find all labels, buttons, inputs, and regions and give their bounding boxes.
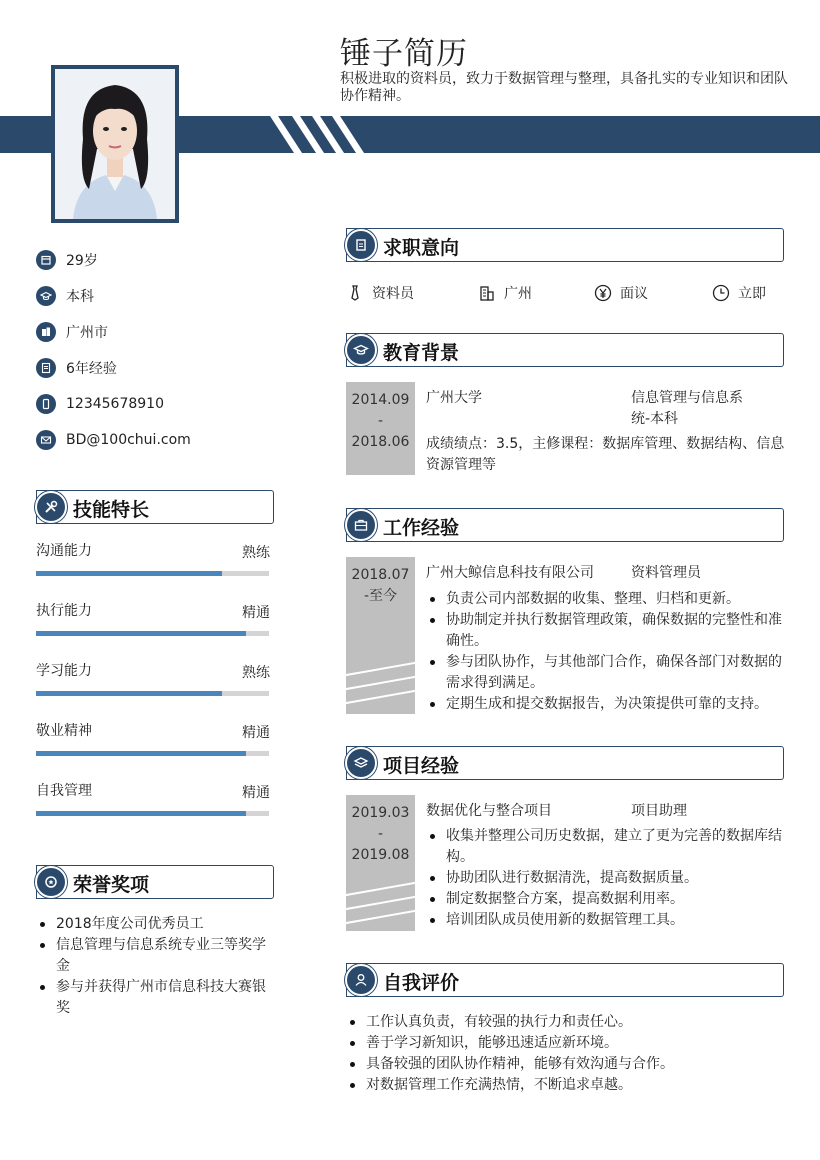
list-item: 善于学习新知识，能够迅速适应新环境。 bbox=[346, 1033, 786, 1054]
briefcase-icon bbox=[345, 509, 377, 541]
section-header-project bbox=[346, 746, 784, 780]
skill-level: 精通 bbox=[242, 785, 270, 801]
resume-title: 锤子简历 bbox=[340, 36, 468, 72]
medal-icon bbox=[35, 866, 67, 898]
section-title: 自我评价 bbox=[383, 972, 460, 994]
skill-progress-fill bbox=[36, 571, 222, 576]
yuan-icon bbox=[594, 284, 612, 302]
document-icon bbox=[36, 358, 56, 378]
intent-start-text: 立即 bbox=[738, 286, 766, 302]
project-role: 项目助理 bbox=[631, 803, 687, 819]
decor-line bbox=[346, 878, 415, 897]
list-item: 定期生成和提交数据报告，为决策提供可靠的支持。 bbox=[426, 694, 786, 715]
city-text: 广州市 bbox=[66, 325, 108, 341]
section-title: 技能特长 bbox=[73, 499, 150, 521]
education-date-box bbox=[346, 382, 415, 475]
info-experience bbox=[36, 357, 117, 379]
skill-progress-fill bbox=[36, 691, 222, 696]
age-text: 29岁 bbox=[66, 253, 98, 269]
list-item: 负责公司内部数据的收集、整理、归档和更新。 bbox=[426, 589, 786, 610]
decor-line bbox=[346, 658, 415, 677]
date-end: 2018.06 bbox=[351, 434, 410, 450]
section-title: 求职意向 bbox=[383, 237, 460, 259]
intent-city-text: 广州 bbox=[504, 286, 532, 302]
list-item: 制定数据整合方案，提高数据利用率。 bbox=[426, 889, 786, 910]
email-icon bbox=[36, 430, 56, 450]
graduation-cap-icon bbox=[345, 334, 377, 366]
experience-text: 6年经验 bbox=[66, 361, 117, 377]
skill-name: 学习能力 bbox=[36, 663, 92, 679]
work-date-box bbox=[346, 557, 415, 714]
list-item: 具备较强的团队协作精神，能够有效沟通与合作。 bbox=[346, 1054, 786, 1075]
section-title: 工作经验 bbox=[383, 517, 460, 539]
section-title: 教育背景 bbox=[383, 342, 460, 364]
date-start: 2019.03 bbox=[351, 805, 410, 821]
list-item: 对数据管理工作充满热情，不断追求卓越。 bbox=[346, 1075, 786, 1096]
work-duties-list bbox=[426, 589, 786, 715]
section-header-work bbox=[346, 508, 784, 542]
skill-level: 熟练 bbox=[242, 545, 270, 561]
intent-city bbox=[478, 283, 532, 303]
skill-name: 沟通能力 bbox=[36, 543, 92, 559]
section-header-self bbox=[346, 963, 784, 997]
info-email bbox=[36, 429, 191, 451]
phone-icon bbox=[36, 394, 56, 414]
skill-name: 自我管理 bbox=[36, 783, 92, 799]
list-item: 参与团队协作，与其他部门合作，确保各部门对数据的需求得到满足。 bbox=[426, 652, 786, 694]
section-title: 项目经验 bbox=[383, 755, 460, 777]
education-detail: 成绩绩点：3.5，主修课程：数据库管理、数据结构、信息资源管理等 bbox=[426, 436, 785, 473]
info-education bbox=[36, 285, 94, 307]
profile-photo bbox=[51, 65, 179, 223]
intent-start bbox=[712, 283, 766, 303]
decor-line bbox=[346, 672, 415, 691]
honors-list bbox=[36, 914, 274, 1019]
intent-salary-text: 面议 bbox=[620, 286, 648, 302]
skill-progress-bar bbox=[36, 691, 269, 696]
tie-icon bbox=[346, 284, 364, 302]
decor-line bbox=[346, 892, 415, 911]
section-header-education bbox=[346, 333, 784, 367]
info-city bbox=[36, 321, 108, 343]
work-company: 广州大鲸信息科技有限公司 bbox=[426, 565, 594, 581]
work-role: 资料管理员 bbox=[631, 565, 701, 581]
skill-level: 熟练 bbox=[242, 665, 270, 681]
info-age bbox=[36, 249, 98, 271]
section-header-skills bbox=[36, 490, 274, 524]
list-item: 协助制定并执行数据管理政策，确保数据的完整性和准确性。 bbox=[426, 610, 786, 652]
calendar-icon bbox=[36, 250, 56, 270]
skill-progress-fill bbox=[36, 811, 246, 816]
clipboard-icon bbox=[345, 229, 377, 261]
education-school: 广州大学 bbox=[426, 390, 482, 406]
section-title: 荣誉奖项 bbox=[73, 874, 150, 896]
tools-icon bbox=[35, 491, 67, 523]
building-icon bbox=[36, 322, 56, 342]
clock-icon bbox=[712, 284, 730, 302]
education-text: 本科 bbox=[66, 289, 94, 305]
project-name: 数据优化与整合项目 bbox=[426, 803, 552, 819]
project-tasks-list bbox=[426, 826, 786, 931]
date-separator: - bbox=[377, 826, 384, 842]
skill-name: 执行能力 bbox=[36, 603, 92, 619]
date-end: 2019.08 bbox=[351, 847, 410, 863]
decor-line bbox=[346, 906, 415, 925]
skill-level: 精通 bbox=[242, 725, 270, 741]
skill-progress-fill bbox=[36, 631, 246, 636]
list-item: 工作认真负责，有较强的执行力和责任心。 bbox=[346, 1012, 786, 1033]
building-icon bbox=[478, 284, 496, 302]
list-item: 收集并整理公司历史数据，建立了更为完善的数据库结构。 bbox=[426, 826, 786, 868]
education-major: 信息管理与信息系统-本科 bbox=[631, 390, 743, 427]
skill-progress-fill bbox=[36, 751, 246, 756]
decor-line bbox=[346, 686, 415, 705]
intent-salary bbox=[594, 283, 648, 303]
skill-progress-bar bbox=[36, 811, 269, 816]
phone-text: 12345678910 bbox=[66, 396, 164, 412]
list-item: 培训团队成员使用新的数据管理工具。 bbox=[426, 910, 786, 931]
date-start: 2014.09 bbox=[351, 392, 410, 408]
intent-position-text: 资料员 bbox=[372, 286, 414, 302]
date-separator: - bbox=[377, 413, 384, 429]
project-date-box bbox=[346, 795, 415, 931]
skill-progress-bar bbox=[36, 751, 269, 756]
list-item: 参与并获得广州市信息科技大赛银奖 bbox=[36, 977, 274, 1019]
date-start: 2018.07 bbox=[351, 567, 410, 583]
self-eval-list bbox=[346, 1012, 786, 1096]
skill-name: 敬业精神 bbox=[36, 723, 92, 739]
list-item: 协助团队进行数据清洗，提高数据质量。 bbox=[426, 868, 786, 889]
layers-icon bbox=[345, 747, 377, 779]
graduation-cap-icon bbox=[36, 286, 56, 306]
avatar-portrait bbox=[55, 69, 175, 219]
skill-progress-bar bbox=[36, 631, 269, 636]
section-header-honors bbox=[36, 865, 274, 899]
list-item: 2018年度公司优秀员工 bbox=[36, 914, 274, 935]
date-end: -至今 bbox=[363, 588, 398, 604]
skill-level: 精通 bbox=[242, 605, 270, 621]
email-text: BD@100chui.com bbox=[66, 432, 191, 448]
intent-position bbox=[346, 283, 414, 303]
user-icon bbox=[345, 964, 377, 996]
section-header-intent bbox=[346, 228, 784, 262]
skill-progress-bar bbox=[36, 571, 269, 576]
resume-summary: 积极进取的资料员，致力于数据管理与整理，具备扎实的专业知识和团队协作精神。 bbox=[340, 71, 788, 104]
list-item: 信息管理与信息系统专业三等奖学金 bbox=[36, 935, 274, 977]
info-phone bbox=[36, 393, 164, 415]
